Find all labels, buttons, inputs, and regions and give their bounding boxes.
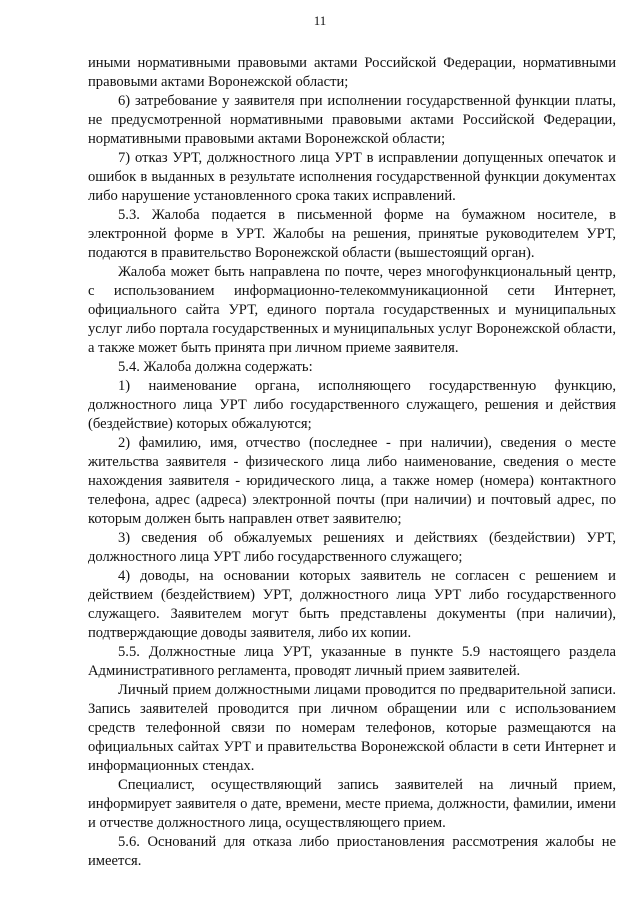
paragraph-specialist: Специалист, осуществляющий запись заявителей на личный прием, информирует заявителя о дате, времени, месте приема, должности, фамилии, имени и отчестве должностного лица, осуществляющего прием. bbox=[88, 777, 616, 831]
paragraph-personal-reception: Личный прием должностными лицами проводится по предварительной записи. Запись заявителей проводится при личном обращении или с использованием средств телефонной связи по номерам телефонов, которые размещаются на официальных сайтах УРТ и правительства Воронежской области в сети Интернет и информационных стендах. bbox=[88, 682, 616, 774]
paragraph-5-4-item-1: 1) наименование органа, исполняющего государственную функцию, должностного лица УРТ либо государственного служащего, решения и действия (бездействие) которых обжалуются; bbox=[88, 378, 616, 432]
paragraph-item-7: 7) отказ УРТ, должностного лица УРТ в исправлении допущенных опечаток и ошибок в выданных в результате исполнения государственной функции документах либо нарушение установленного срока таких исправлений. bbox=[88, 150, 616, 204]
paragraph-complaint-channels: Жалоба может быть направлена по почте, через многофункциональный центр, с использованием информационно-телекоммуникационной сети Интернет, официального сайта УРТ, единого портала государственных и муниципальных услуг либо портала государственных и муниципальных услуг Воронежской области, а также может быть принята при личном приеме заявителя. bbox=[88, 264, 616, 356]
paragraph-5-4-item-3: 3) сведения об обжалуемых решениях и действиях (бездействии) УРТ, должностного лица УРТ либо государственного служащего; bbox=[88, 530, 616, 565]
paragraph-item-6: 6) затребование у заявителя при исполнении государственной функции платы, не предусмотренной нормативными правовыми актами Российской Федерации, нормативными правовыми актами Воронежской области; bbox=[88, 93, 616, 147]
paragraph-continuation: иными нормативными правовыми актами Российской Федерации, нормативными правовыми актами Воронежской области; bbox=[88, 55, 616, 90]
paragraph-5-6: 5.6. Оснований для отказа либо приостановления рассмотрения жалобы не имеется. bbox=[88, 834, 616, 869]
document-body bbox=[88, 54, 616, 871]
page-number: 11 bbox=[313, 13, 327, 28]
paragraph-5-3: 5.3. Жалоба подается в письменной форме на бумажном носителе, в электронной форме в УРТ. Жалобы на решения, принятые руководителем УРТ, подаются в правительство Воронежской области (вышестоящий орган). bbox=[88, 207, 616, 261]
paragraph-5-5: 5.5. Должностные лица УРТ, указанные в пункте 5.9 настоящего раздела Административного регламента, проводят личный прием заявителей. bbox=[88, 644, 616, 679]
paragraph-5-4: 5.4. Жалоба должна содержать: bbox=[118, 359, 313, 375]
paragraph-5-4-item-2: 2) фамилию, имя, отчество (последнее - при наличии), сведения о месте жительства заявителя - физического лица либо наименование, сведения о месте нахождения заявителя - юридического лица, а также номер (номера) контактного телефона, адрес (адреса) электронной почты (при наличии) и почтовый адрес, по которым должен быть направлен ответ заявителю; bbox=[88, 435, 616, 527]
paragraph-5-4-item-4: 4) доводы, на основании которых заявитель не согласен с решением и действием (бездействием) УРТ, должностного лица УРТ либо государственного служащего. Заявителем могут быть представлены документы (при наличии), подтверждающие доводы заявителя, либо их копии. bbox=[88, 568, 616, 641]
